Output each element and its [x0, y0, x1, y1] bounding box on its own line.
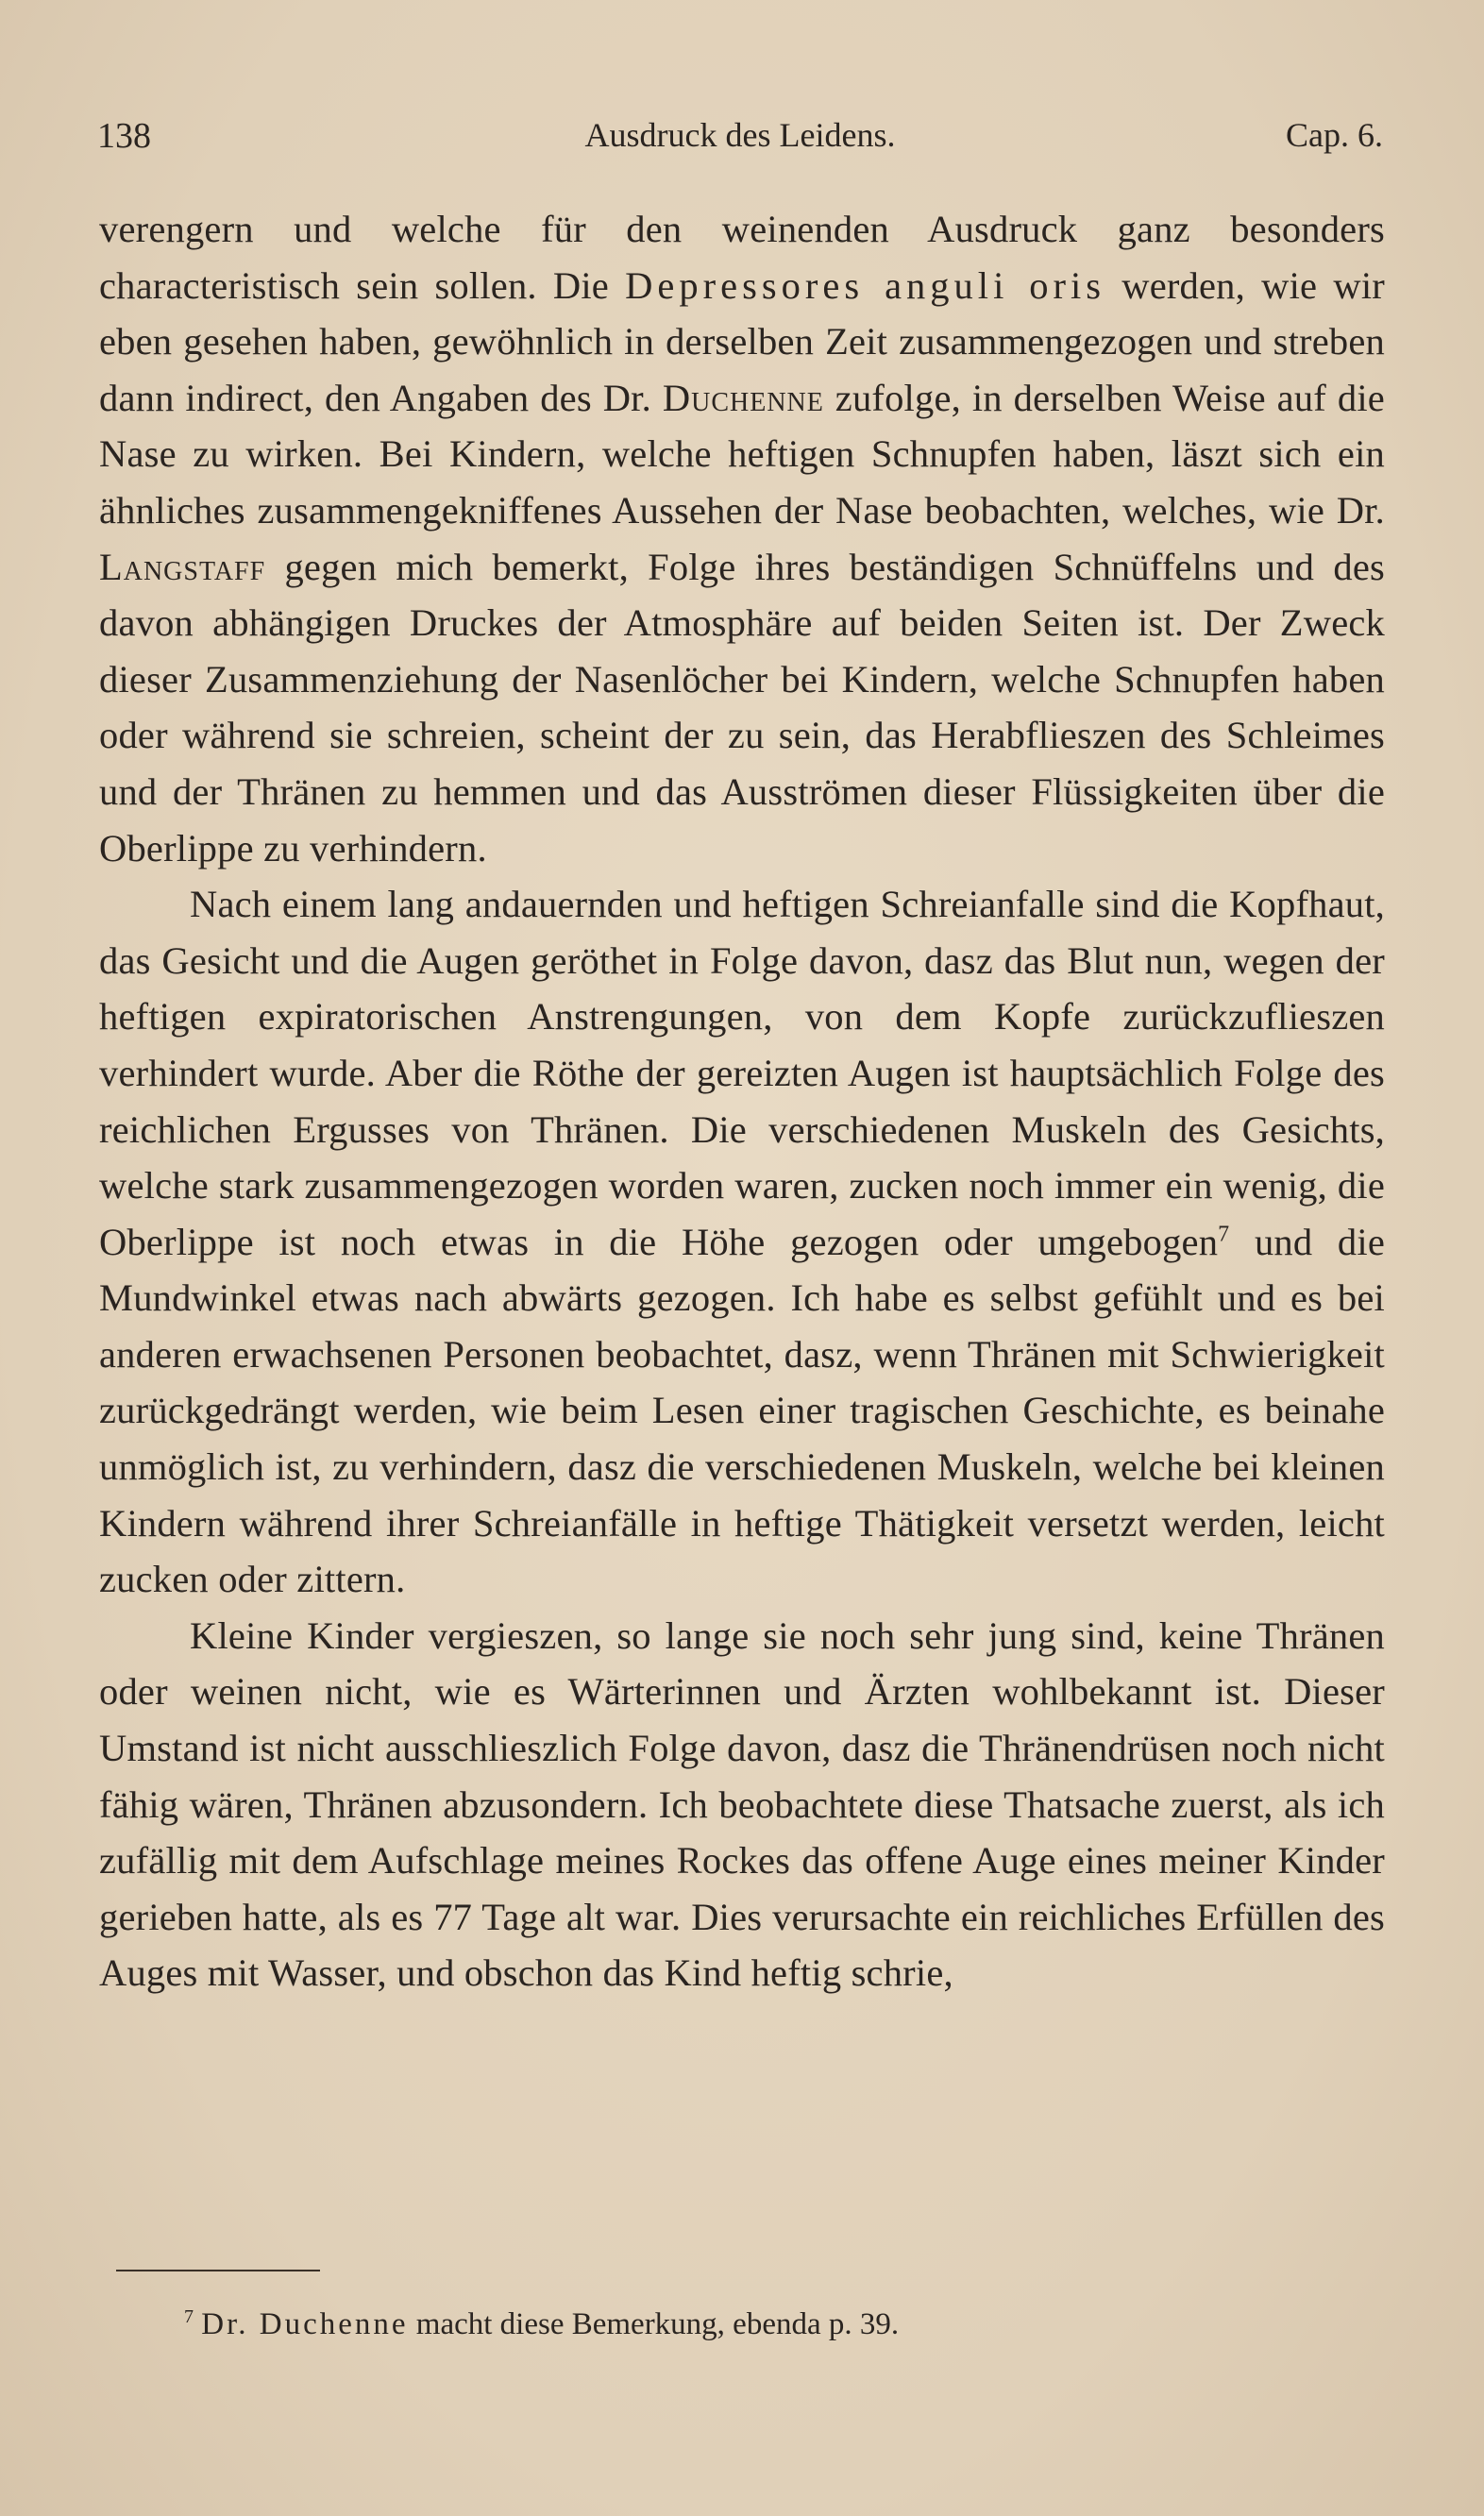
footnote-marker: 7 — [184, 2306, 194, 2327]
paragraph-1 — [99, 201, 1385, 876]
footnote-author: Dr. Duchenne — [201, 2307, 409, 2341]
running-header — [97, 115, 1383, 162]
muscle-name: Depressores anguli oris — [625, 263, 1106, 307]
footnote-divider — [116, 2270, 320, 2271]
footnote-reference[interactable]: 7 — [1218, 1222, 1230, 1247]
text-run: zufolge, in derselben Weise auf die Nase zu wirken. Bei Kindern, welche heftigen Schnupfen haben, läszt sich ein ähnliches zusammengekniffenes Aussehen der Nase beobachten, welches, wie Dr. — [99, 376, 1385, 532]
page-number: 138 — [97, 116, 151, 156]
chapter-label: Cap. 6. — [1286, 116, 1383, 154]
main-text — [99, 201, 1385, 2001]
author-name: Langstaff — [99, 545, 266, 588]
text-run: werden, wie wir eben gesehen haben, gewöhnlich in derselben Zeit zusammengezogen und streben dann indirect, den Angaben des Dr. — [99, 263, 1385, 419]
footnote — [184, 2304, 1364, 2345]
text-run: Nach einem lang andauernden und heftigen Schreianfalle sind die Kopfhaut, das Gesicht und die Augen geröthet in Folge davon, dasz das Blut nun, wegen der heftigen expiratorischen Anstrengungen, von dem Kopfe zurückzuflieszen verhindert wurde. Aber die Röthe der gereizten Augen ist hauptsächlich Folge des reichlichen Ergusses von Thränen. Die verschiedenen Muskeln des Gesichts, welche stark zusammengezogen worden waren, zucken noch immer ein wenig, die Oberlippe ist noch etwas in die Höhe gezogen oder umgebogen — [99, 883, 1385, 1263]
author-name: Duchenne — [662, 376, 824, 419]
text-run: verengern und welche für den weinenden Ausdruck ganz besonders characteristisch sein sollen. Die — [99, 208, 1385, 307]
running-title: Ausdruck des Leidens. — [584, 116, 896, 154]
text-run: gegen mich bemerkt, Folge ihres beständigen Schnüffelns und des davon abhängigen Druckes der Atmosphäre auf beiden Seiten ist. Der Zweck dieser Zusammenziehung der Nasenlöcher bei Kindern, welche Schnupfen haben oder während sie schreien, scheint der zu sein, das Herabflieszen des Schleimes und der Thränen zu hemmen und das Ausströmen dieser Flüssigkeiten über die Oberlippe zu verhindern. — [99, 545, 1385, 870]
paragraph-3: Kleine Kinder vergieszen, so lange sie noch sehr jung sind, keine Thränen oder weinen nicht, wie es Wärterinnen und Ärzten wohlbekannt ist. Dieser Umstand ist nicht ausschlieszlich Folge davon, dasz die Thränendrüsen noch nicht fähig wären, Thränen abzusondern. Ich beobachtete diese Thatsache zuerst, als ich zufällig mit dem Aufschlage meines Rockes das offene Auge eines meiner Kinder gerieben hatte, als es 77 Tage alt war. Dies verursachte ein reichliches Erfüllen des Auges mit Wasser, und obschon das Kind heftig schrie, — [99, 1613, 1385, 1995]
paragraph-2 — [99, 876, 1385, 1608]
text-run: und die Mundwinkel etwas nach abwärts gezogen. Ich habe es selbst gefühlt und es bei anderen erwachsenen Personen beobachtet, dasz, wenn Thränen mit Schwierigkeit zurückgedrängt werden, wie beim Lesen einer tragischen Geschichte, es beinahe unmöglich ist, zu verhindern, dasz die verschiedenen Muskeln, welche bei kleinen Kindern während ihrer Schreianfälle in heftige Thätigkeit versetzt werden, leicht zucken oder zittern. — [99, 1220, 1385, 1601]
footnote-text: macht diese Bemerkung, ebenda p. 39. — [408, 2307, 900, 2341]
